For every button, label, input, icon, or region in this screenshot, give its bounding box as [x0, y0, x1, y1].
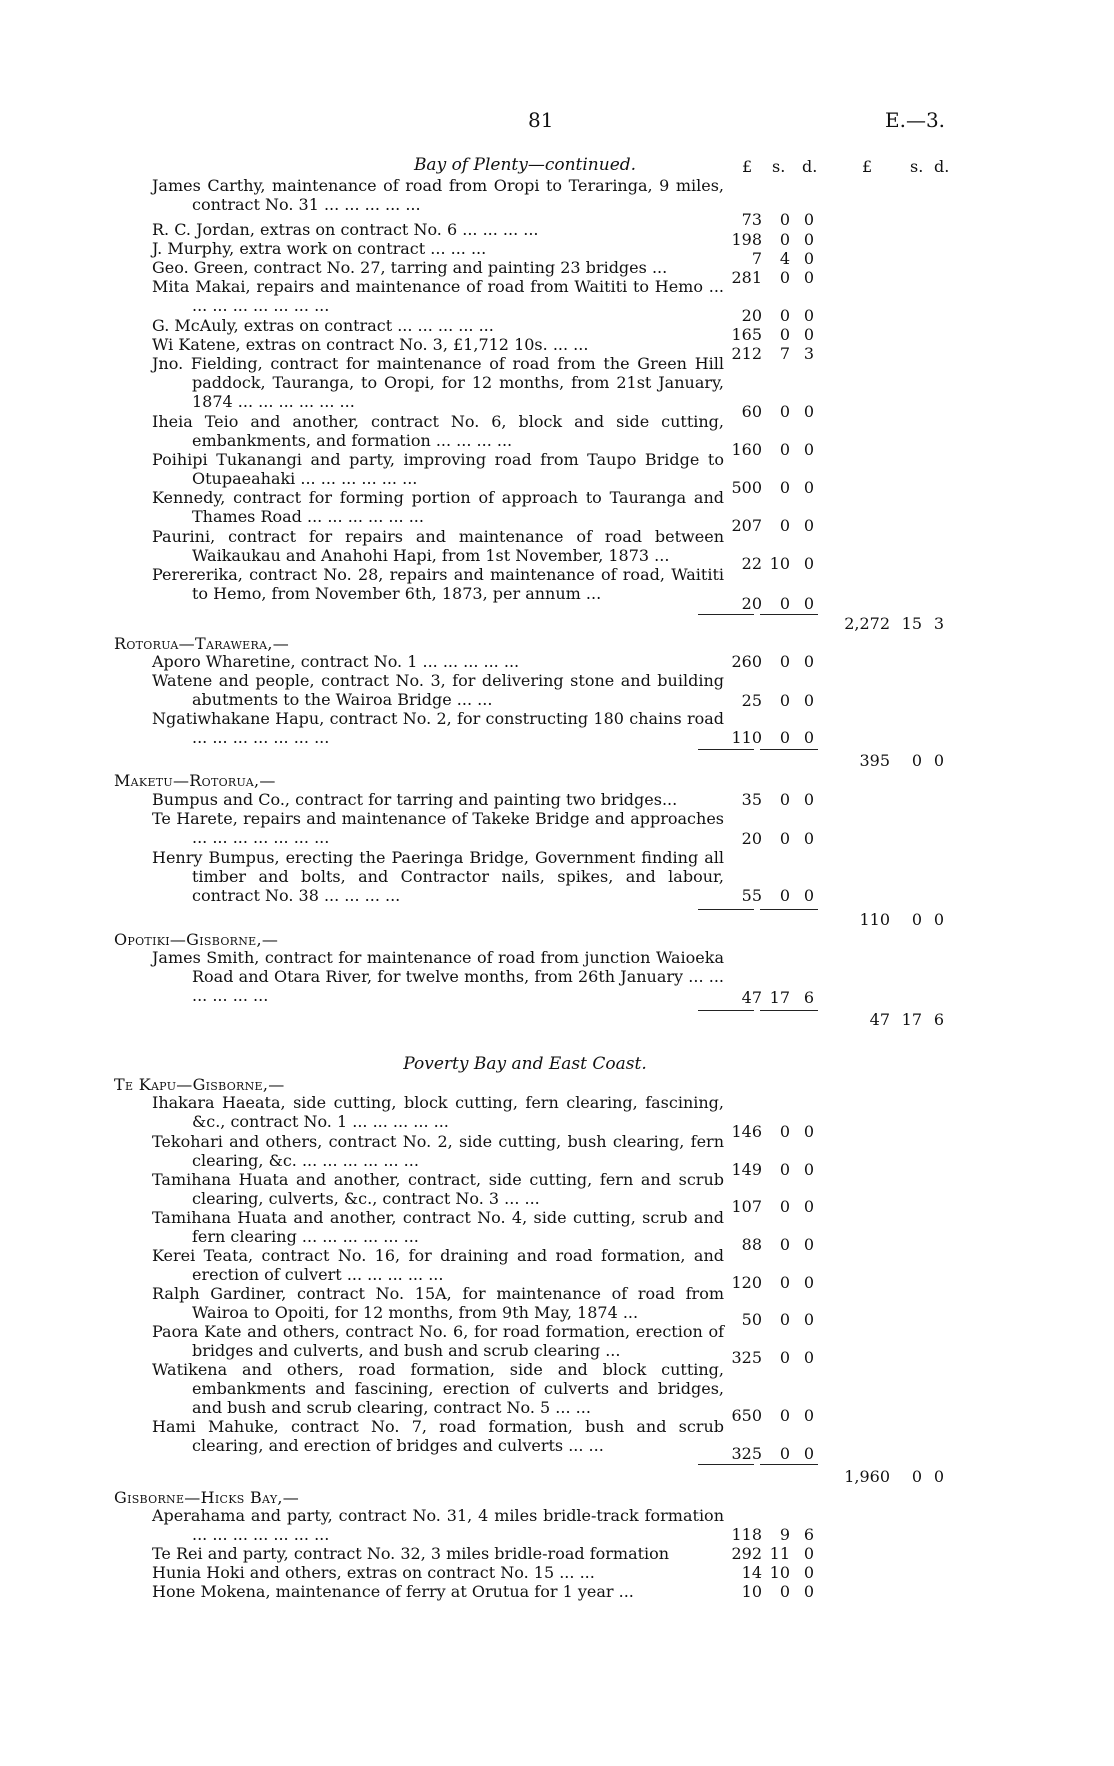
tekapu-entry-0-pence: 0: [803, 1122, 814, 1141]
tekapu-entry-8-pence: 0: [803, 1444, 814, 1463]
bop-entry-0-shillings: 0: [779, 210, 790, 229]
tekapu-entry-0-shillings: 0: [779, 1122, 790, 1141]
maketu-entry-2-pounds: 55: [741, 886, 762, 905]
section-title-bay-of-plenty: Bay of Plenty—continued.: [413, 155, 637, 175]
tekapu-entry-0-text: Ihakara Haeata, side cutting, block cutting, fern clearing, fascining, &c., contract No. 1 ... ... ... ... ...: [152, 1093, 724, 1131]
bop-entry-7-pence: 0: [803, 402, 814, 421]
maketu-total-pounds: 110: [859, 910, 890, 929]
hicksbay-entry-1-pence: 0: [803, 1544, 814, 1563]
rotorua-entry-0-text: Aporo Wharetine, contract No. 1 ... ... ... ... ...: [152, 652, 520, 671]
opotiki-total-pence: 6: [933, 1010, 944, 1029]
maketu-entry-0-pence: 0: [803, 790, 814, 809]
bop-entry-10-text: Kennedy, contract for forming portion of approach to Tauranga and Thames Road ... ... ... ... ... ...: [152, 488, 724, 526]
maketu-entry-1-pence: 0: [803, 829, 814, 848]
header-pounds-1: £: [742, 157, 753, 176]
bop-entry-9-shillings: 0: [779, 478, 790, 497]
rotorua-entry-0-shillings: 0: [779, 652, 790, 671]
rotorua-entry-1-pence: 0: [803, 691, 814, 710]
bop-entry-1-text: R. C. Jordan, extras on contract No. 6 ... ... ... ...: [152, 220, 539, 239]
bop-entry-11-pence: 0: [803, 554, 814, 573]
hicksbay-entry-1-shillings: 11: [769, 1544, 790, 1563]
bop-entry-8-text: Iheia Teio and another, contract No. 6, block and side cutting, embankments, and formation ... ... ... ...: [152, 412, 724, 450]
tekapu-entry-8-shillings: 0: [779, 1444, 790, 1463]
rotorua-entry-0-pounds: 260: [731, 652, 762, 671]
bop-entry-9-pounds: 500: [731, 478, 762, 497]
tekapu-entry-3-pounds: 88: [741, 1235, 762, 1254]
opotiki-total-pounds: 47: [869, 1010, 890, 1029]
tekapu-entry-3-shillings: 0: [779, 1235, 790, 1254]
hicksbay-entry-3-pence: 0: [803, 1582, 814, 1601]
bop-entry-5-pounds: 165: [731, 325, 762, 344]
hicksbay-entry-3-pounds: 10: [741, 1582, 762, 1601]
header-shillings-2: s.: [910, 157, 924, 176]
tekapu-entry-3-pence: 0: [803, 1235, 814, 1254]
opotiki-entry-0-text: James Smith, contract for maintenance of road from junction Waioeka Road and Otara River, for twelve months, from 26th January ... ... ... ... ... ...: [152, 948, 724, 1005]
rotorua-total-pounds: 395: [859, 751, 890, 770]
hicksbay-entry-2-text: Hunia Hoki and others, extras on contract No. 15 ... ...: [152, 1563, 595, 1582]
maketu-total-pence: 0: [933, 910, 944, 929]
bop-entry-1-shillings: 0: [779, 230, 790, 249]
bop-entry-6-shillings: 7: [779, 344, 790, 363]
opotiki-entry-0-pounds: 47: [741, 988, 762, 1007]
opotiki-total-rule: [698, 1010, 818, 1011]
tekapu-entry-5-text: Ralph Gardiner, contract No. 15A, for maintenance of road from Wairoa to Opoiti, for 12 months, from 9th May, 1874 ...: [152, 1284, 724, 1322]
bop-entry-3-shillings: 0: [779, 268, 790, 287]
tekapu-entry-7-pounds: 650: [731, 1406, 762, 1425]
bop-entry-10-pounds: 207: [731, 516, 762, 535]
maketu-entry-1-text: Te Harete, repairs and maintenance of Takeke Bridge and approaches ... ... ... ... ... ... ...: [152, 809, 724, 847]
bop-entry-5-pence: 0: [803, 325, 814, 344]
page-number: 81: [528, 108, 554, 132]
hicksbay-entry-3-shillings: 0: [779, 1582, 790, 1601]
bop-entry-4-shillings: 0: [779, 306, 790, 325]
bop-entry-9-pence: 0: [803, 478, 814, 497]
header-pounds-2: £: [862, 157, 873, 176]
bop-entry-6-pounds: 212: [731, 344, 762, 363]
bop-entry-10-shillings: 0: [779, 516, 790, 535]
hicksbay-entry-2-pence: 0: [803, 1563, 814, 1582]
bop-entry-0-text: James Carthy, maintenance of road from Oropi to Teraringa, 9 miles, contract No. 31 ... ... ... ... ...: [152, 176, 724, 214]
tekapu-total-rule: [698, 1464, 818, 1465]
maketu-entry-2-text: Henry Bumpus, erecting the Paeringa Bridge, Government finding all timber and bolts, and Contractor nails, spikes, and labour, contract No. 38 ... ... ... ...: [152, 848, 724, 905]
tekapu-entry-6-shillings: 0: [779, 1348, 790, 1367]
opotiki-total-shillings: 17: [901, 1010, 922, 1029]
hicksbay-entry-1-text: Te Rei and party, contract No. 32, 3 miles bridle-road formation: [152, 1544, 670, 1563]
tekapu-entry-8-text: Hami Mahuke, contract No. 7, road formation, bush and scrub clearing, and erection of bridges and culverts ... ...: [152, 1417, 724, 1455]
hicksbay-entry-1-pounds: 292: [731, 1544, 762, 1563]
bop-entry-2-shillings: 4: [779, 249, 790, 268]
bop-entry-11-text: Paurini, contract for repairs and maintenance of road between Waikaukau and Anahohi Hapi, from 1st November, 1873 ...: [152, 527, 724, 565]
tekapu-entry-1-shillings: 0: [779, 1160, 790, 1179]
bop-entry-1-pounds: 198: [731, 230, 762, 249]
bop-entry-7-shillings: 0: [779, 402, 790, 421]
bop-entry-5-text: G. McAuly, extras on contract ... ... ... ... ...: [152, 316, 494, 335]
maketu-entry-2-shillings: 0: [779, 886, 790, 905]
rotorua-entry-2-text: Ngatiwhakane Hapu, contract No. 2, for constructing 180 chains road ... ... ... ... ... ... ...: [152, 709, 724, 747]
tekapu-entry-1-pence: 0: [803, 1160, 814, 1179]
tekapu-entry-0-pounds: 146: [731, 1122, 762, 1141]
maketu-total-rule: [698, 909, 818, 910]
maketu-entry-0-text: Bumpus and Co., contract for tarring and painting two bridges...: [152, 790, 678, 809]
maketu-entry-2-pence: 0: [803, 886, 814, 905]
bop-entry-12-text: Perererika, contract No. 28, repairs and maintenance of road, Waititi to Hemo, from November 6th, 1873, per annum ...: [152, 565, 724, 603]
tekapu-entry-2-pounds: 107: [731, 1197, 762, 1216]
tekapu-entry-6-pence: 0: [803, 1348, 814, 1367]
opotiki-entry-0-shillings: 17: [769, 988, 790, 1007]
bop-entry-5-shillings: 0: [779, 325, 790, 344]
bop-entry-12-shillings: 0: [779, 594, 790, 613]
bop-entry-12-pounds: 20: [741, 594, 762, 613]
bop-entry-2-pence: 0: [803, 249, 814, 268]
rotorua-entry-0-pence: 0: [803, 652, 814, 671]
bop-entry-3-pounds: 281: [731, 268, 762, 287]
header-pence-2: d.: [934, 157, 950, 176]
tekapu-entry-4-pounds: 120: [731, 1273, 762, 1292]
bop-entry-2-text: J. Murphy, extra work on contract ... ... ...: [152, 239, 487, 258]
rotorua-total-rule: [698, 749, 818, 750]
tekapu-entry-6-pounds: 325: [731, 1348, 762, 1367]
rotorua-entry-2-pence: 0: [803, 728, 814, 747]
rotorua-entry-2-shillings: 0: [779, 728, 790, 747]
rotorua-entry-1-shillings: 0: [779, 691, 790, 710]
hicksbay-entry-0-pounds: 118: [731, 1525, 762, 1544]
bop-entry-4-text: Mita Makai, repairs and maintenance of road from Waititi to Hemo ... ... ... ... ... ... ... ...: [152, 277, 724, 315]
hicksbay-entry-0-pence: 6: [803, 1525, 814, 1544]
tekapu-entry-2-text: Tamihana Huata and another, contract, side cutting, fern and scrub clearing, culverts, &c., contract No. 3 ... ...: [152, 1170, 724, 1208]
rotorua-entry-2-pounds: 110: [731, 728, 762, 747]
bop-entry-3-text: Geo. Green, contract No. 27, tarring and painting 23 bridges ...: [152, 258, 668, 277]
maketu-total-shillings: 0: [911, 910, 922, 929]
tekapu-total-shillings: 0: [911, 1467, 922, 1486]
tekapu-total-pence: 0: [933, 1467, 944, 1486]
maketu-entry-1-shillings: 0: [779, 829, 790, 848]
rotorua-entry-1-pounds: 25: [741, 691, 762, 710]
tekapu-entry-4-text: Kerei Teata, contract No. 16, for draining and road formation, and erection of culvert ... ... ... ... ...: [152, 1246, 724, 1284]
bop-entry-8-pence: 0: [803, 440, 814, 459]
tekapu-entry-5-shillings: 0: [779, 1310, 790, 1329]
heading-opotiki-gisborne: Opotiki—Gisborne,—: [114, 930, 279, 949]
maketu-entry-1-pounds: 20: [741, 829, 762, 848]
bop-entry-0-pence: 0: [803, 210, 814, 229]
bop-entry-2-pounds: 7: [751, 249, 762, 268]
bop-entry-0-pounds: 73: [741, 210, 762, 229]
document-reference: E.—3.: [885, 108, 946, 132]
section-title-poverty-bay: Poverty Bay and East Coast.: [403, 1054, 647, 1074]
bop-entry-3-pence: 0: [803, 268, 814, 287]
hicksbay-entry-2-pounds: 14: [741, 1563, 762, 1582]
bop-entry-7-pounds: 60: [741, 402, 762, 421]
tekapu-entry-7-shillings: 0: [779, 1406, 790, 1425]
bop-entry-11-pounds: 22: [741, 554, 762, 573]
tekapu-entry-1-text: Tekohari and others, contract No. 2, side cutting, bush clearing, fern clearing, &c. ... ... ... ... ... ...: [152, 1132, 724, 1170]
maketu-entry-0-pounds: 35: [741, 790, 762, 809]
bop-total-shillings: 15: [901, 614, 922, 633]
bop-entry-4-pounds: 20: [741, 306, 762, 325]
hicksbay-entry-0-text: Aperahama and party, contract No. 31, 4 miles bridle-track formation ... ... ... ... ... ... ...: [152, 1506, 724, 1544]
bop-entry-8-shillings: 0: [779, 440, 790, 459]
tekapu-entry-4-pence: 0: [803, 1273, 814, 1292]
tekapu-entry-2-shillings: 0: [779, 1197, 790, 1216]
bop-entry-12-pence: 0: [803, 594, 814, 613]
hicksbay-entry-0-shillings: 9: [779, 1525, 790, 1544]
bop-entry-8-pounds: 160: [731, 440, 762, 459]
maketu-entry-0-shillings: 0: [779, 790, 790, 809]
bop-entry-10-pence: 0: [803, 516, 814, 535]
bop-entry-11-shillings: 10: [769, 554, 790, 573]
hicksbay-entry-2-shillings: 10: [769, 1563, 790, 1582]
rotorua-total-pence: 0: [933, 751, 944, 770]
tekapu-entry-3-text: Tamihana Huata and another, contract No. 4, side cutting, scrub and fern clearing ... ... ... ... ... ...: [152, 1208, 724, 1246]
bop-entry-6-text: Wi Katene, extras on contract No. 3, £1,712 10s. ... ...: [152, 335, 589, 354]
bop-total-rule: [698, 614, 818, 615]
tekapu-entry-6-text: Paora Kate and others, contract No. 6, for road formation, erection of bridges and culverts, and bush and scrub clearing ...: [152, 1322, 724, 1360]
bop-total-pounds: 2,272: [844, 614, 890, 633]
bop-entry-9-text: Poihipi Tukanangi and party, improving road from Taupo Bridge to Otupaeahaki ... ... ... ... ... ...: [152, 450, 724, 488]
tekapu-entry-1-pounds: 149: [731, 1160, 762, 1179]
tekapu-entry-4-shillings: 0: [779, 1273, 790, 1292]
tekapu-entry-2-pence: 0: [803, 1197, 814, 1216]
header-pence-1: d.: [802, 157, 818, 176]
opotiki-entry-0-pence: 6: [803, 988, 814, 1007]
heading-gisborne-hicks-bay: Gisborne—Hicks Bay,—: [114, 1488, 300, 1507]
bop-total-pence: 3: [933, 614, 944, 633]
tekapu-total-pounds: 1,960: [844, 1467, 890, 1486]
tekapu-entry-5-pounds: 50: [741, 1310, 762, 1329]
rotorua-entry-1-text: Watene and people, contract No. 3, for delivering stone and building abutments to the Wairoa Bridge ... ...: [152, 671, 724, 709]
bop-entry-4-pence: 0: [803, 306, 814, 325]
rotorua-total-shillings: 0: [911, 751, 922, 770]
tekapu-entry-8-pounds: 325: [731, 1444, 762, 1463]
bop-entry-1-pence: 0: [803, 230, 814, 249]
header-shillings-1: s.: [772, 157, 786, 176]
tekapu-entry-5-pence: 0: [803, 1310, 814, 1329]
heading-maketu-rotorua: Maketu—Rotorua,—: [114, 771, 276, 790]
heading-te-kapu-gisborne: Te Kapu—Gisborne,—: [114, 1075, 285, 1094]
bop-entry-7-text: Jno. Fielding, contract for maintenance of road from the Green Hill paddock, Tauranga, to Oropi, for 12 months, from 21st January, 1874 ... ... ... ... ... ...: [152, 354, 724, 411]
bop-entry-6-pence: 3: [803, 344, 814, 363]
heading-rotorua-tarawera: Rotorua—Tarawera,—: [114, 634, 290, 653]
tekapu-entry-7-text: Watikena and others, road formation, side and block cutting, embankments and fascining, erection of culverts and bridges, and bush and scrub clearing, contract No. 5 ... ...: [152, 1360, 724, 1417]
hicksbay-entry-3-text: Hone Mokena, maintenance of ferry at Orutua for 1 year ...: [152, 1582, 634, 1601]
tekapu-entry-7-pence: 0: [803, 1406, 814, 1425]
